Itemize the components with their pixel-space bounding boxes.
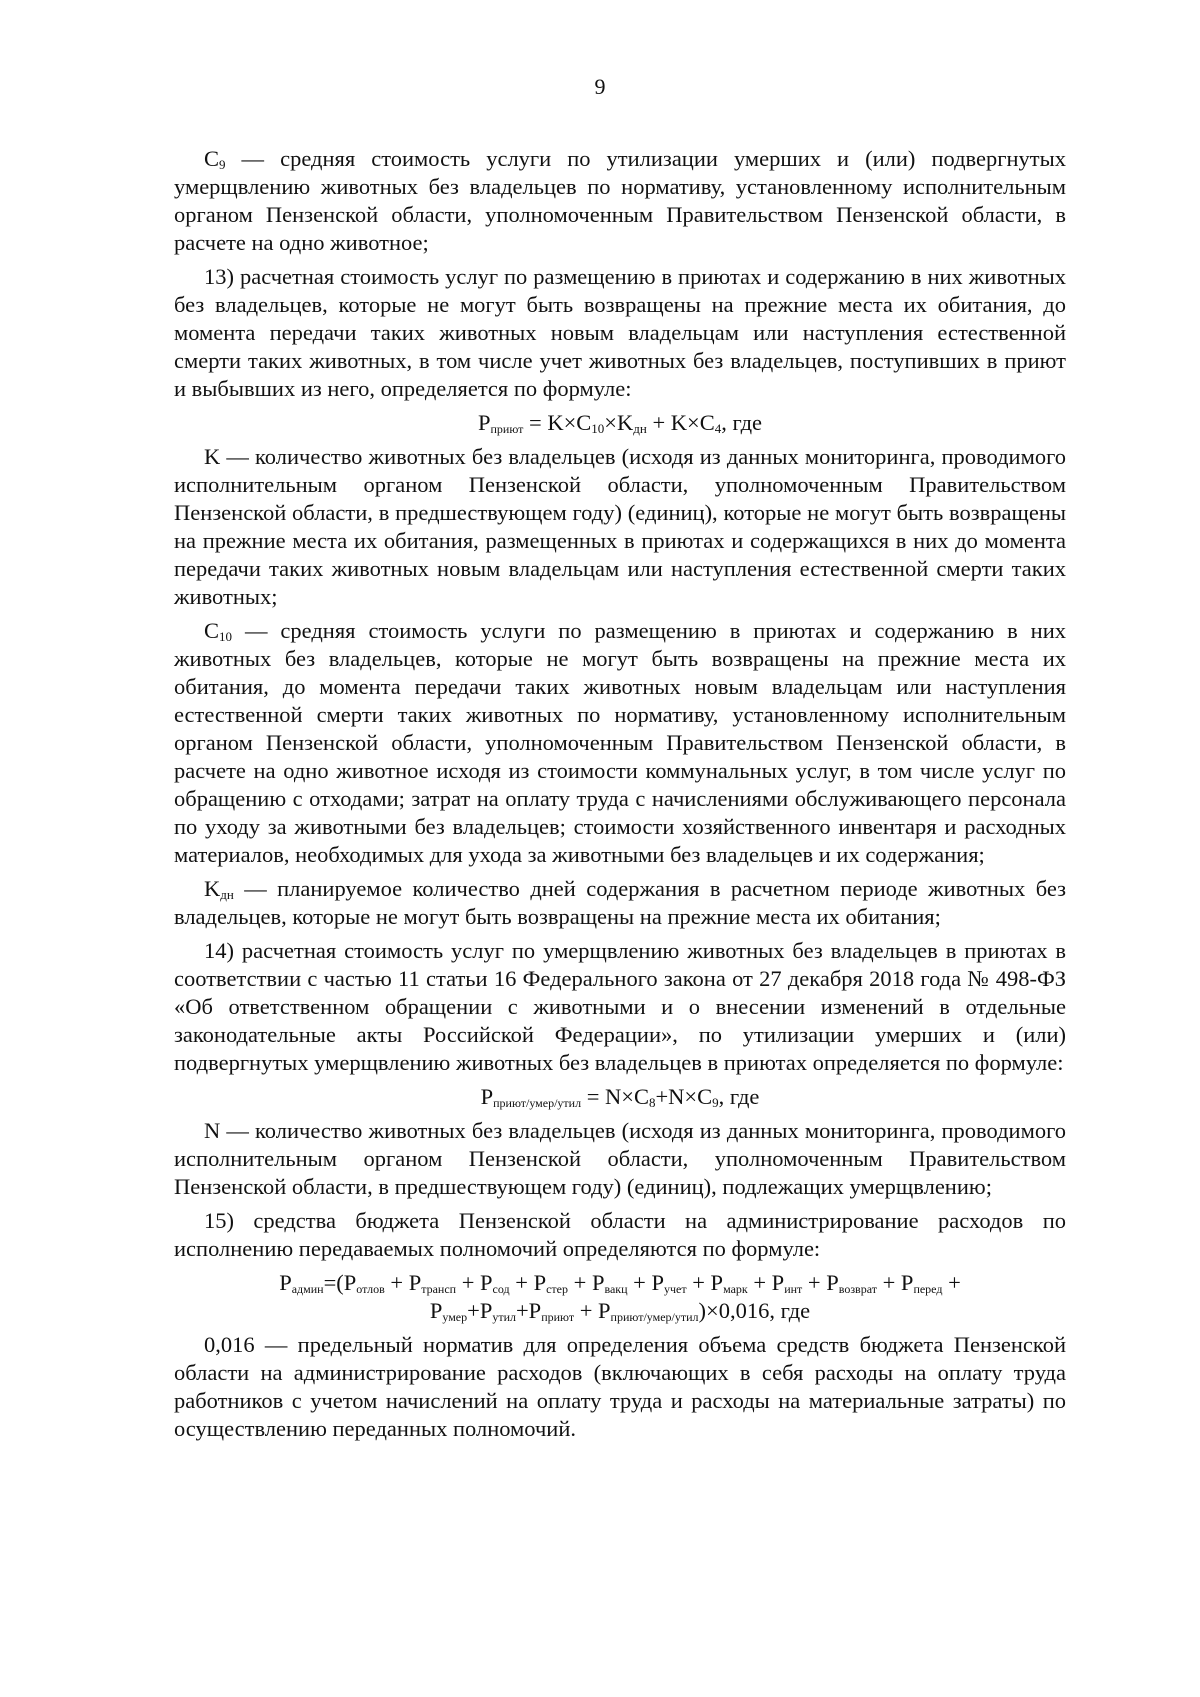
coefficient-value: 0,016 [204,1332,255,1357]
paragraph-k-definition: K — количество животных без владельцев (исходя из данных мониторинга, проводимого исполнительным органом Пензенской области, уполномоченным Правительством Пензенской области, в предшествующем году) (единиц), которые не могут быть возвращены на прежние места их обитания, размещенных в приютах и содержащихся в них до момента передачи таких животных новым владельцам или наступления естественной смерти таких животных; [174,444,1066,609]
formula-euthanasia-disposal-cost: $P_{приют/умер/утил} = N\times C_8+N\times C_9$, где [480,1084,760,1110]
formula-admin-line-2: $P_{умер}+P_{утил}+P_{приют} + P_{приют/умер/утил})\times 0,016$, где [429,1298,811,1324]
paragraph-c9-definition [174,145,1066,257]
variable-symbol-k: K [204,444,221,469]
formula-administration-cost [174,1269,1066,1325]
paragraph-n-definition: N — количество животных без владельцев (исходя из данных мониторинга, проводимого исполнительным органом Пензенской области, уполномоченным Правительством Пензенской области, в предшествующем году) (единиц), подлежащих умерщвлению; [174,1118,1066,1199]
paragraph-coefficient-definition: 0,016 — предельный норматив для определения объема средств бюджета Пензенской области на администрирование расходов (включающих в себя расходы на оплату труда работников с учетом начислений на оплату труда и расходы на материальные затраты) по осуществлению переданных полномочий. [174,1332,1066,1441]
variable-symbol-n: N [204,1118,221,1143]
paragraph-kdn-definition: $K_{дн}$ — планируемое количество дней содержания в расчетном периоде животных без владельцев, которые не могут быть возвращены на прежние места их обитания; [174,876,1066,929]
paragraph-item-13: 13) расчетная стоимость услуг по размещению в приютах и содержанию в них животных без владельцев, которые не могут быть возвращены на прежние места их обитания, до момента передачи таких животных новым владельцам или наступления естественной смерти таких животных, в том числе учет животных без владельцев, поступивших в приют и выбывших из него, определяется по формуле: [174,264,1066,401]
document-body [174,145,1066,1449]
paragraph-item-15: 15) средства бюджета Пензенской области на администрирование расходов по исполнению передаваемых полномочий определяются по формуле: [174,1208,1066,1261]
formula-admin-line-1: $P_{админ}=(P_{отлов} + P_{трансп} + P_{сод} + P_{стер} + P_{вакц} + P_{учет} + P_{марк} + P_{инт} + P_{возврат} + P_{перед}$ + [279,1270,961,1296]
variable-symbol-c10: $C_{10}$ [204,618,233,644]
formula-shelter-cost: $P_{приют} = K\times C_{10}\times K_{дн} + K\times C_4$, где [477,410,763,436]
paragraph-item-14: 14) расчетная стоимость услуг по умерщвлению животных без владельцев в приютах в соответствии с частью 11 статьи 16 Федерального закона от 27 декабря 2018 года № 498-ФЗ «Об ответственном обращении с животными и о внесении изменений в отдельные законодательные акты Российской Федерации», по утилизации умерших и (или) подвергнутых умерщвлению животных без владельцев в приютах определяется по формуле: [174,938,1066,1075]
paragraph-c10-definition: $C_{10}$ — средняя стоимость услуги по размещению в приютах и содержанию в них животных без владельцев, которые не могут быть возвращены на прежние места их обитания, до момента передачи таких животных новым владельцам или наступления естественной смерти таких животных по нормативу, установленному исполнительным органом Пензенской области, уполномоченным Правительством Пензенской области, в расчете на одно животное исходя из стоимости коммунальных услуг, в том числе услуг по обращению с отходами; затрат на оплату труда с начислениями обслуживающего персонала по уходу за животными без владельцев; стоимости хозяйственного инвентаря и расходных материалов, необходимых для ухода за животными без владельцев и их содержания; [174,618,1066,867]
variable-symbol-c9: $C_9$ [204,146,226,172]
c9-definition-text: — средняя стоимость услуги по утилизации умерших и (или) подвергнутых умерщвлению животных без владельцев по нормативу, установленному исполнительным органом Пензенской области, уполномоченным Правительством Пензенской области, в расчете на одно животное; [174,146,1066,255]
variable-symbol-kdn: $K_{дн}$ [204,876,234,902]
page-number: 9 [594,74,606,99]
